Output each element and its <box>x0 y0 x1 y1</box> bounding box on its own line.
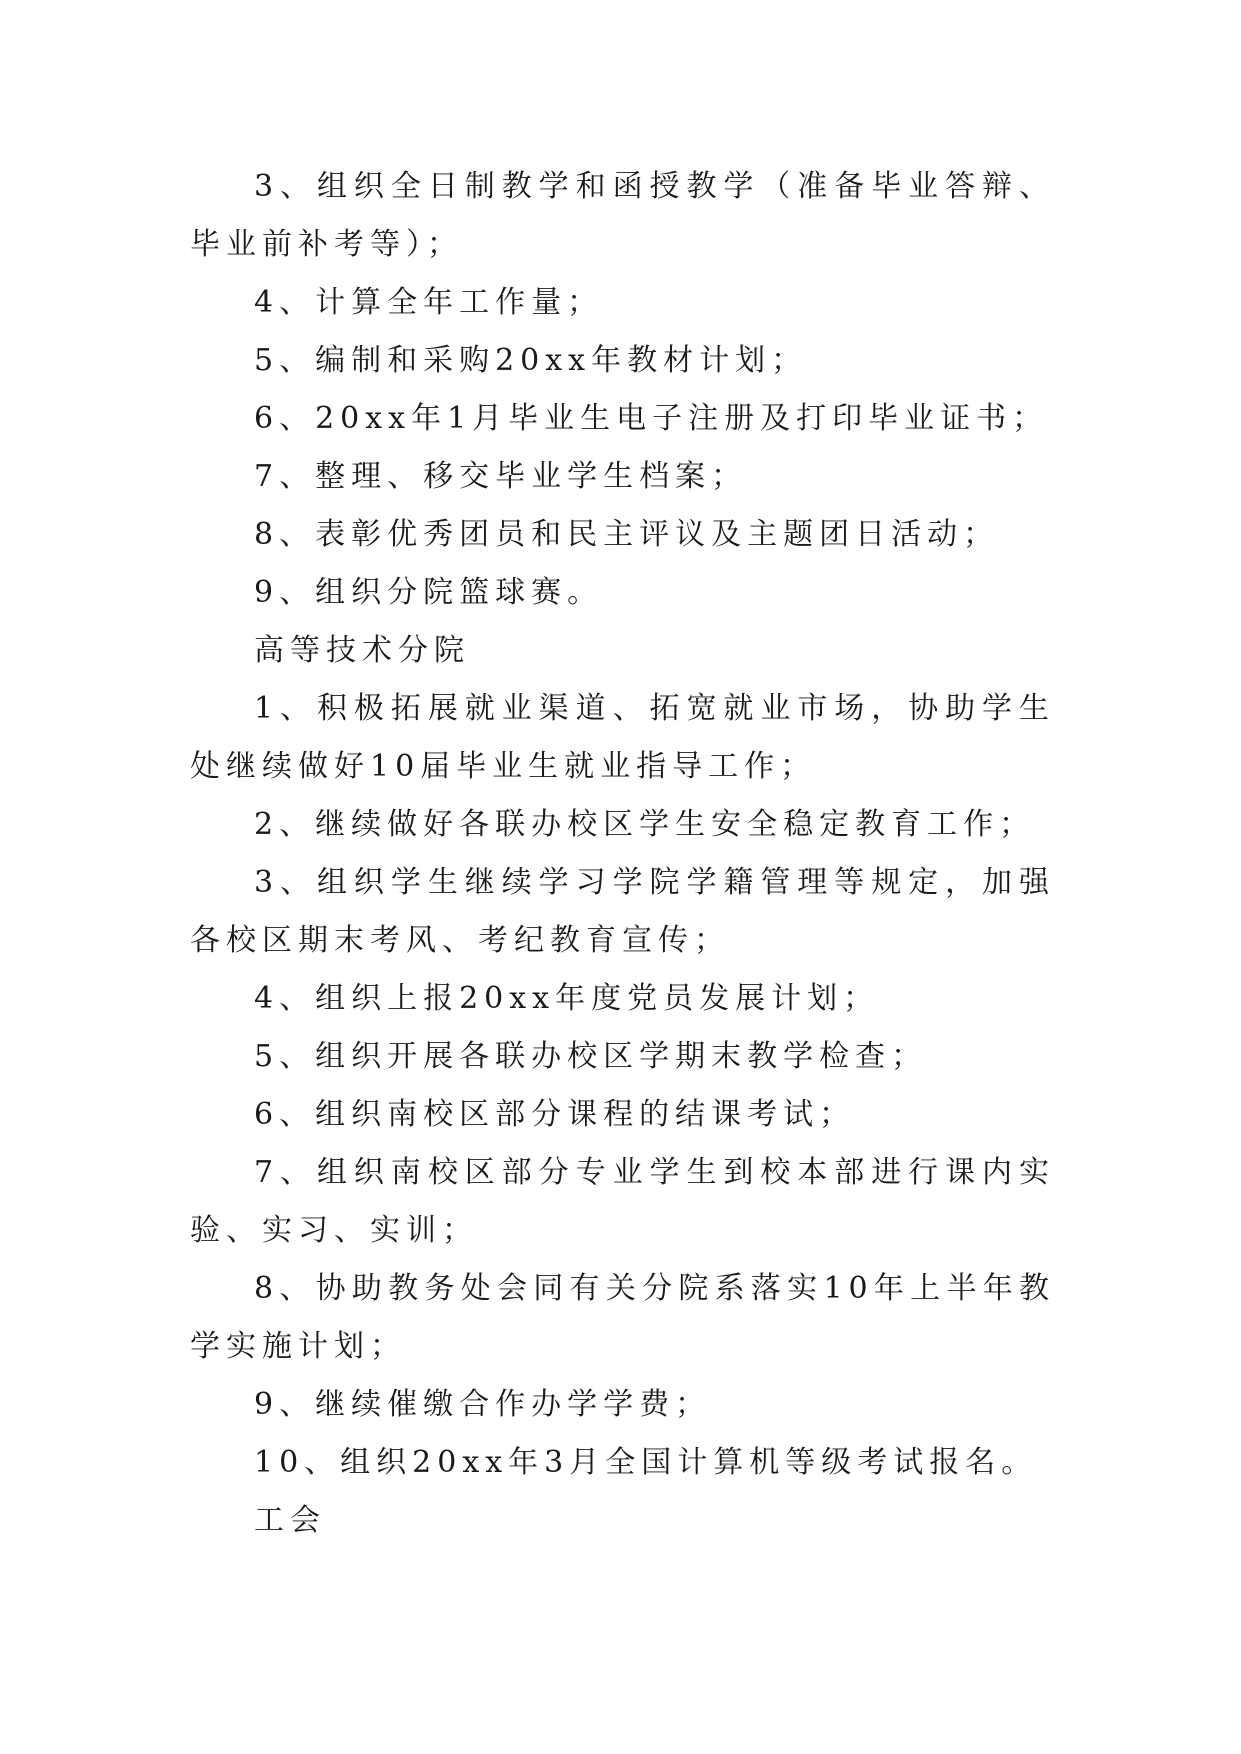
paragraph-item: 4、计算全年工作量； <box>254 285 604 320</box>
paragraph-item: 6、20xx年1月毕业生电子注册及打印毕业证书； <box>254 401 1049 436</box>
paragraph-item: 10、组织20xx年3月全国计算机等级考试报名。 <box>254 1445 1038 1480</box>
paragraph-item: 7、组织南校区部分专业学生到校本部进行课内实验、实习、实训； <box>190 1155 1055 1248</box>
paragraph-item: 5、组织开展各联办校区学期末教学检查； <box>254 1039 928 1074</box>
paragraph-item: 3、组织学生继续学习学院学籍管理等规定，加强各校区期末考风、考纪教育宣传； <box>190 865 1055 958</box>
paragraph-item: 8、协助教务处会同有关分院系落实10年上半年教学实施计划； <box>190 1271 1055 1364</box>
document-body <box>190 158 1055 1550</box>
section-heading: 工会 <box>254 1503 326 1538</box>
paragraph-item: 2、继续做好各联办校区学生安全稳定教育工作； <box>254 807 1036 842</box>
paragraph-item: 9、继续催缴合作办学学费； <box>254 1387 712 1422</box>
paragraph-item: 4、组织上报20xx年度党员发展计划； <box>254 981 880 1016</box>
paragraph-item: 8、表彰优秀团员和民主评议及主题团日活动； <box>254 517 1000 552</box>
paragraph-item: 6、组织南校区部分课程的结课考试； <box>254 1097 856 1132</box>
paragraph-item: 7、整理、移交毕业学生档案； <box>254 459 748 494</box>
paragraph-item: 1、积极拓展就业渠道、拓宽就业市场，协助学生处继续做好10届毕业生就业指导工作； <box>190 691 1055 784</box>
paragraph-item: 3、组织全日制教学和函授教学（准备毕业答辩、毕业前补考等）； <box>190 169 1055 262</box>
paragraph-item: 9、组织分院篮球赛。 <box>254 575 604 610</box>
section-heading: 高等技术分院 <box>254 633 470 668</box>
paragraph-item: 5、编制和采购20xx年教材计划； <box>254 343 808 378</box>
